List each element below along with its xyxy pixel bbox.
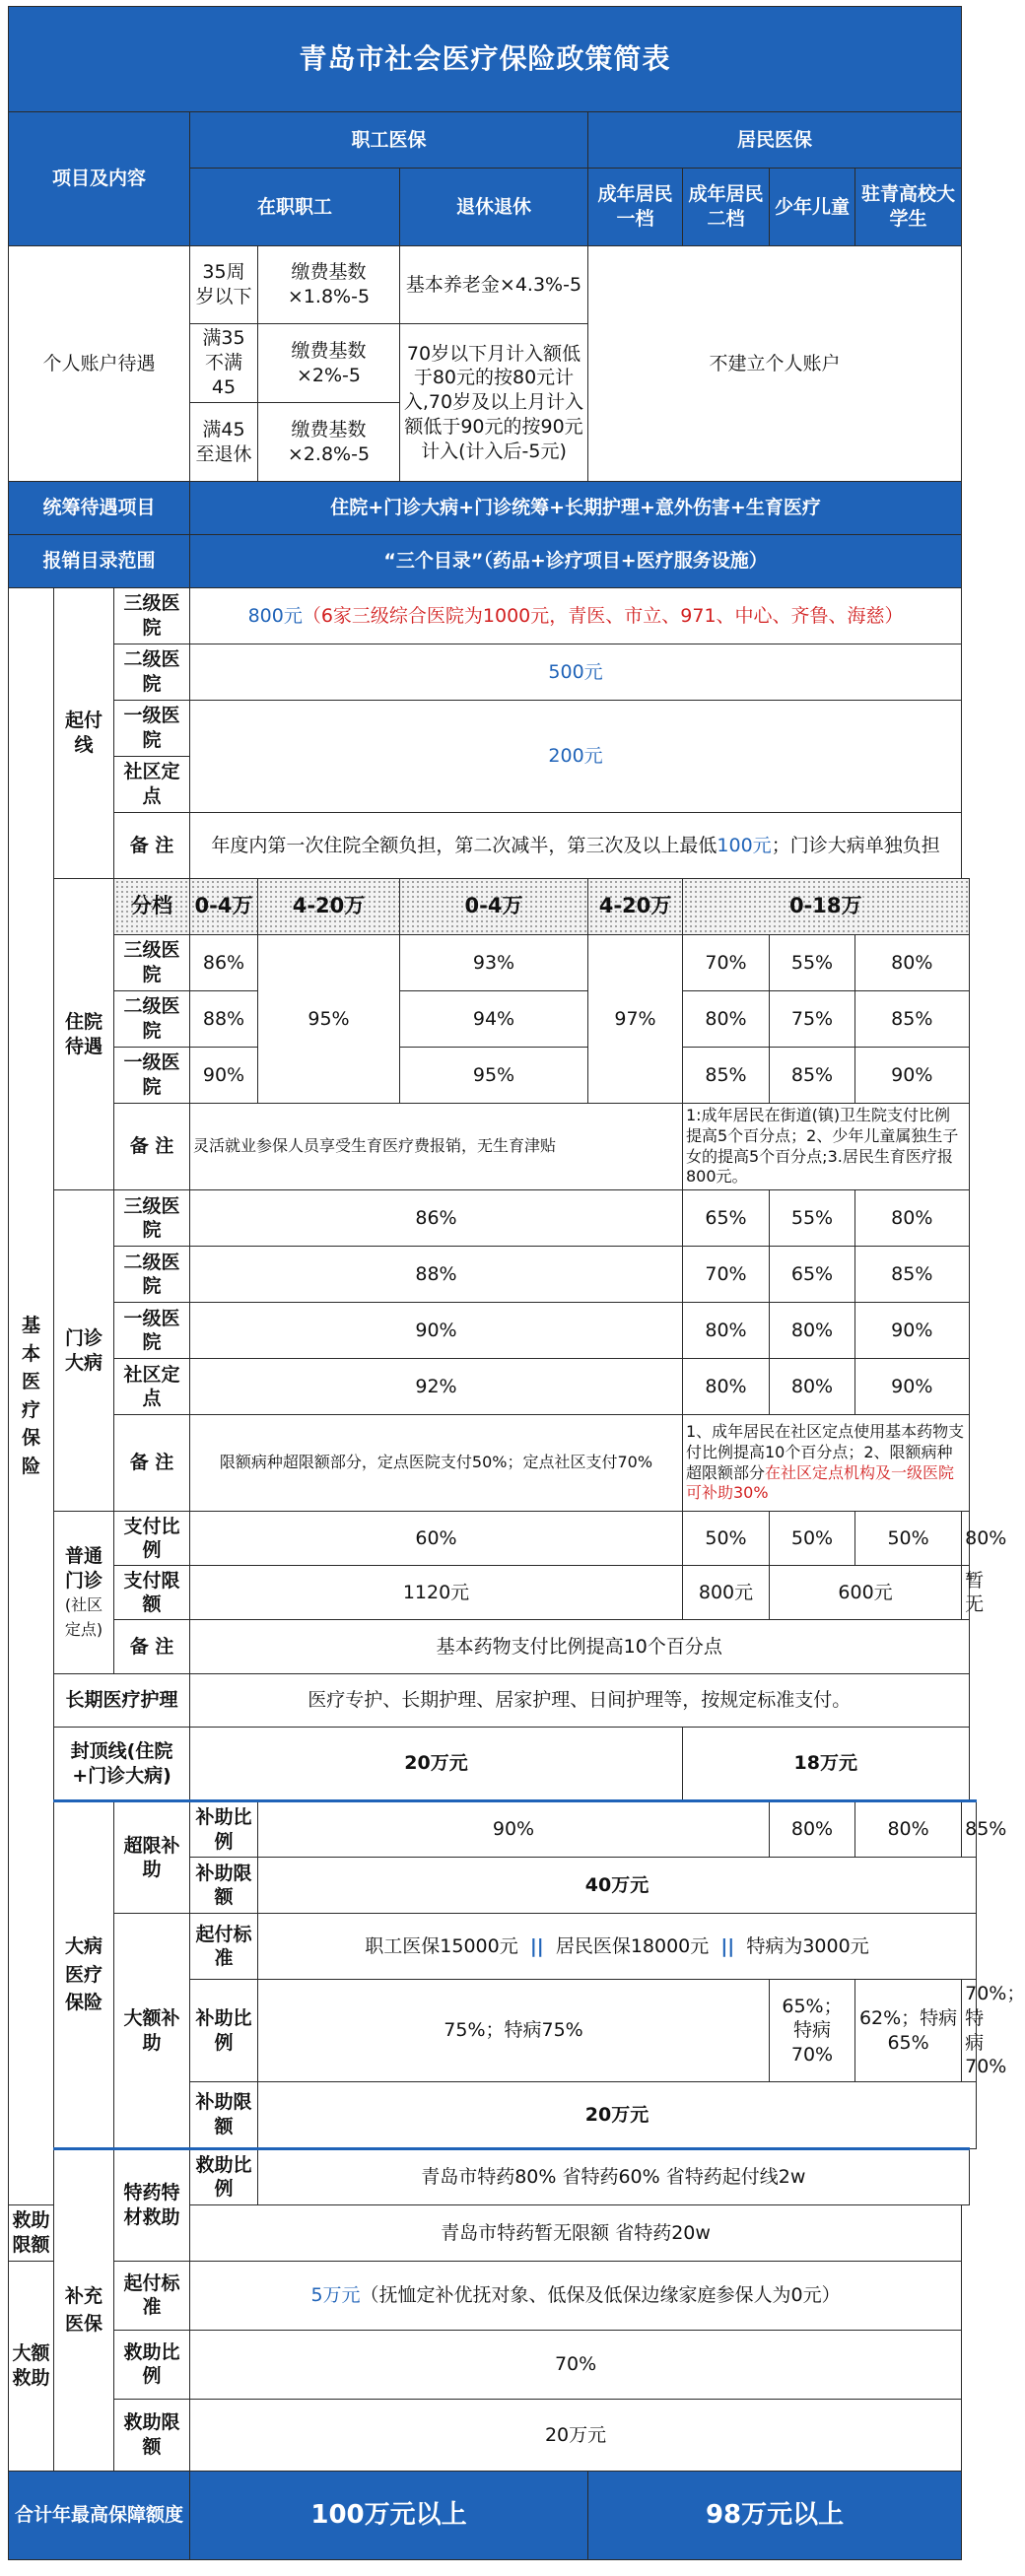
inpatient-cs-t2: 85%: [855, 991, 970, 1048]
inpatient-emp-t2: 88%: [190, 991, 258, 1048]
sup-ratio: 70%: [190, 2330, 962, 2399]
inpatient-label: 住院待遇: [54, 879, 114, 1190]
general-label-text: 普通门诊: [64, 1544, 102, 1592]
cap-label: 封顶线(住院+门诊大病): [54, 1728, 190, 1801]
deductible-remark-a: 年度内第一次住院全额负担，第二次减半，第三次及以上最低: [211, 834, 718, 856]
large-threshold-special: 特病为3000元: [746, 1934, 869, 1957]
special-ratio: 青岛市特药80% 省特药60% 省特药起付线2w: [258, 2148, 970, 2204]
major-a1-c: 80%: [683, 1359, 770, 1415]
sup-threshold: [190, 2261, 962, 2330]
large-threshold-resident: 居民医保18000元: [555, 1934, 710, 1957]
deductible-tier1: 一级医院: [114, 701, 190, 757]
over-worker: 90%: [258, 1801, 770, 1858]
pa-age-1: 35周岁以下: [190, 246, 258, 324]
header-student: 驻青高校大学生: [855, 169, 962, 246]
major-a2-c: 80%: [770, 1359, 855, 1415]
major-tier2: 二级医院: [114, 1247, 190, 1303]
deductible-community: 社区定点: [114, 757, 190, 813]
special-limit-label: 救助限额: [9, 2204, 54, 2261]
major-a2-t1: 80%: [770, 1303, 855, 1359]
pooling-value: 住院+门诊大病+门诊统筹+长期护理+意外伤害+生育医疗: [190, 482, 962, 535]
header-adult2: 成年居民二档: [683, 169, 770, 246]
over-limit: 40万元: [258, 1858, 977, 1914]
sup-limit: 20万元: [190, 2399, 962, 2471]
large-a1: 65%；特病70%: [770, 1980, 855, 2082]
inpatient-a2-t2: 75%: [770, 991, 855, 1048]
catalog-value: “三个目录”（药品+诊疗项目+医疗服务设施）: [190, 535, 962, 588]
sup-large-label: 大额救助: [9, 2261, 54, 2471]
header-project: 项目及内容: [9, 112, 190, 246]
cap-resident: 18万元: [683, 1728, 970, 1801]
pooling-label: 统筹待遇项目: [9, 482, 190, 535]
inpatient-a1-t1: 85%: [683, 1048, 770, 1104]
general-a1-ratio: 50%: [683, 1512, 770, 1566]
major-label: 门诊大病: [54, 1190, 114, 1512]
total-resident: 98万元以上: [588, 2471, 962, 2559]
inpatient-band1: 0-4万: [190, 879, 258, 935]
large-label: 大额补助: [114, 1914, 190, 2149]
deductible-tier2-amount: 500元: [190, 644, 962, 701]
header-child: 少年儿童: [770, 169, 855, 246]
inpatient-a2-t3: 55%: [770, 935, 855, 991]
major-cs-t2: 85%: [855, 1247, 970, 1303]
over-label: 超限补助: [114, 1801, 190, 1914]
major-community: 社区定点: [114, 1359, 190, 1415]
general-student-limit: 暂无: [962, 1566, 969, 1620]
general-a1-limit: 800元: [683, 1566, 770, 1620]
over-a2: 80%: [855, 1801, 962, 1858]
large-cs: 70%；特病70%: [962, 1980, 977, 2082]
inpatient-tier1: 一级医院: [114, 1048, 190, 1104]
major-remark-resident: [683, 1415, 970, 1512]
deductible-tier3-amount: 800元: [247, 604, 303, 627]
basic-section-label: 基本医疗保险: [9, 588, 54, 2205]
header-employed: 在职职工: [190, 169, 400, 246]
sup-ratio-label: 救助比例: [114, 2330, 190, 2399]
major-remark-resident-red: 在社区定点机构及一级医院可补助30%: [686, 1462, 955, 1503]
deductible-remark: [190, 813, 962, 879]
deductible-tier2: 二级医院: [114, 644, 190, 701]
special-ratio-label: 救助比例: [190, 2148, 258, 2204]
deductible-remark-amount: 100元: [717, 834, 772, 856]
general-a2-ratio: 50%: [770, 1512, 855, 1566]
major-a2-t2: 65%: [770, 1247, 855, 1303]
deductible-label: 起付线: [54, 588, 114, 879]
large-separator-1: ||: [529, 1934, 544, 1957]
ltc-value: 医疗专护、长期护理、居家护理、日间护理等，按规定标准支付。: [190, 1674, 970, 1728]
large-threshold-worker: 职工医保15000元: [365, 1934, 518, 1957]
serious-section-label: 大病医疗保险: [54, 1801, 114, 2149]
major-a1-t3: 65%: [683, 1190, 770, 1247]
header-worker: 职工医保: [190, 112, 588, 169]
supplement-section-label: 补充医保: [54, 2148, 114, 2471]
major-a1-t1: 80%: [683, 1303, 770, 1359]
inpatient-band-label: 分档: [114, 879, 190, 935]
inpatient-ret-t3: 93%: [400, 935, 588, 991]
pa-retired-note: 70岁以下月计入额低于80元的按80元计入,70岁及以上月计入额低于90元的按90元计入(计入后-5元): [400, 324, 588, 482]
header-retired: 退休退休: [400, 169, 588, 246]
general-remark-label: 备 注: [114, 1620, 190, 1674]
major-a2-t3: 55%: [770, 1190, 855, 1247]
total-worker: 100万元以上: [190, 2471, 588, 2559]
major-w-t2: 88%: [190, 1247, 683, 1303]
inpatient-ret-high: 97%: [588, 935, 683, 1104]
inpatient-a2-t1: 85%: [770, 1048, 855, 1104]
pa-amount-1: 缴费基数×1.8%-5: [258, 246, 400, 324]
large-threshold-label: 起付标准: [190, 1914, 258, 1980]
deductible-tier3: 三级医院: [114, 588, 190, 644]
inpatient-ret-t1: 95%: [400, 1048, 588, 1104]
inpatient-remark-label: 备 注: [114, 1104, 190, 1190]
large-limit-label: 补助限额: [190, 2081, 258, 2148]
pa-amount-3: 缴费基数×2.8%-5: [258, 403, 400, 482]
major-cs-c: 90%: [855, 1359, 970, 1415]
over-ratio-label: 补助比例: [190, 1801, 258, 1858]
large-worker: 75%；特病75%: [258, 1980, 770, 2082]
inpatient-band3: 0-4万: [400, 879, 588, 935]
inpatient-remark-worker: 灵活就业参保人员享受生育医疗费报销，无生育津贴: [190, 1104, 683, 1190]
total-label: 合计年最高保障额度: [9, 2471, 190, 2559]
general-child-ratio: 50%: [855, 1512, 962, 1566]
inpatient-emp-t1: 90%: [190, 1048, 258, 1104]
general-w-ratio: 60%: [190, 1512, 683, 1566]
sup-threshold-amount: 5万元: [310, 2284, 361, 2307]
general-w-limit: 1120元: [190, 1566, 683, 1620]
major-cs-t1: 90%: [855, 1303, 970, 1359]
deductible-remark-label: 备 注: [114, 813, 190, 879]
catalog-label: 报销目录范围: [9, 535, 190, 588]
ltc-label: 长期医疗护理: [54, 1674, 190, 1728]
policy-table: [8, 6, 1025, 2560]
major-w-t3: 86%: [190, 1190, 683, 1247]
over-a1: 80%: [770, 1801, 855, 1858]
deductible-remark-b: ；门诊大病单独负担: [771, 834, 940, 856]
over-limit-label: 补助限额: [190, 1858, 258, 1914]
general-student-ratio: 80%: [962, 1512, 969, 1566]
inpatient-band-resident: 0-18万: [683, 879, 970, 935]
sup-threshold-label: 起付标准: [114, 2261, 190, 2330]
general-ratio-label: 支付比例: [114, 1512, 190, 1566]
large-threshold: [258, 1914, 977, 1980]
special-limit: 青岛市特药暂无限额 省特药20w: [190, 2204, 962, 2261]
header-adult1: 成年居民一档: [588, 169, 683, 246]
major-w-t1: 90%: [190, 1303, 683, 1359]
major-tier1: 一级医院: [114, 1303, 190, 1359]
deductible-tier1-amount: 200元: [190, 701, 962, 813]
general-limit-label: 支付限额: [114, 1566, 190, 1620]
major-tier3: 三级医院: [114, 1190, 190, 1247]
page-title: 青岛市社会医疗保险政策简表: [9, 7, 962, 112]
inpatient-band2: 4-20万: [258, 879, 400, 935]
general-mid-limit: 600元: [770, 1566, 962, 1620]
large-ratio-label: 补助比例: [190, 1980, 258, 2082]
personal-account-label: 个人账户待遇: [9, 246, 190, 482]
major-remark-resident-text: 1、成年居民在社区定点使用基本药物支付比例提高10个百分点；2、限额病种超限额部分: [686, 1422, 965, 1482]
pa-age-3: 满45至退休: [190, 403, 258, 482]
cap-worker: 20万元: [190, 1728, 683, 1801]
deductible-tier3-value: [190, 588, 962, 644]
general-label: [54, 1512, 114, 1674]
deductible-tier3-note: （6家三级综合医院为1000元，青医、市立、971、中心、齐鲁、海慈）: [302, 604, 904, 627]
pa-amount-2: 缴费基数×2%-5: [258, 324, 400, 403]
major-remark-label: 备 注: [114, 1415, 190, 1512]
inpatient-cs-t1: 90%: [855, 1048, 970, 1104]
inpatient-band4: 4-20万: [588, 879, 683, 935]
header-resident: 居民医保: [588, 112, 962, 169]
large-a2: 62%；特病65%: [855, 1980, 962, 2082]
major-a1-t2: 70%: [683, 1247, 770, 1303]
sup-threshold-note: （抚恤定补优抚对象、低保及低保边缘家庭参保人为0元）: [360, 2284, 841, 2307]
inpatient-cs-t3: 80%: [855, 935, 970, 991]
general-remark: 基本药物支付比例提高10个百分点: [190, 1620, 970, 1674]
major-w-c: 92%: [190, 1359, 683, 1415]
inpatient-tier3: 三级医院: [114, 935, 190, 991]
inpatient-a1-t3: 70%: [683, 935, 770, 991]
inpatient-emp-high: 95%: [258, 935, 400, 1104]
sup-limit-label: 救助限额: [114, 2399, 190, 2471]
inpatient-a1-t2: 80%: [683, 991, 770, 1048]
pa-resident-note: 不建立个人账户: [588, 246, 962, 482]
inpatient-tier2: 二级医院: [114, 991, 190, 1048]
major-cs-t3: 80%: [855, 1190, 970, 1247]
inpatient-remark-resident: 1:成年居民在街道(镇)卫生院支付比例提高5个百分点；2、少年儿童属独生子女的提高5个百分点;3.居民生育医疗报800元。: [683, 1104, 970, 1190]
major-remark-worker: 限额病种超限额部分，定点医院支付50%；定点社区支付70%: [190, 1415, 683, 1512]
large-limit: 20万元: [258, 2081, 977, 2148]
special-label: 特药特材救助: [114, 2148, 190, 2261]
general-label-sub: (社区定点): [64, 1595, 103, 1639]
over-cs: 85%: [962, 1801, 977, 1858]
inpatient-emp-t3: 86%: [190, 935, 258, 991]
pa-retired-formula: 基本养老金×4.3%-5: [400, 246, 588, 324]
large-separator-2: ||: [720, 1934, 735, 1957]
inpatient-ret-t2: 94%: [400, 991, 588, 1048]
pa-age-2: 满35不满45: [190, 324, 258, 403]
